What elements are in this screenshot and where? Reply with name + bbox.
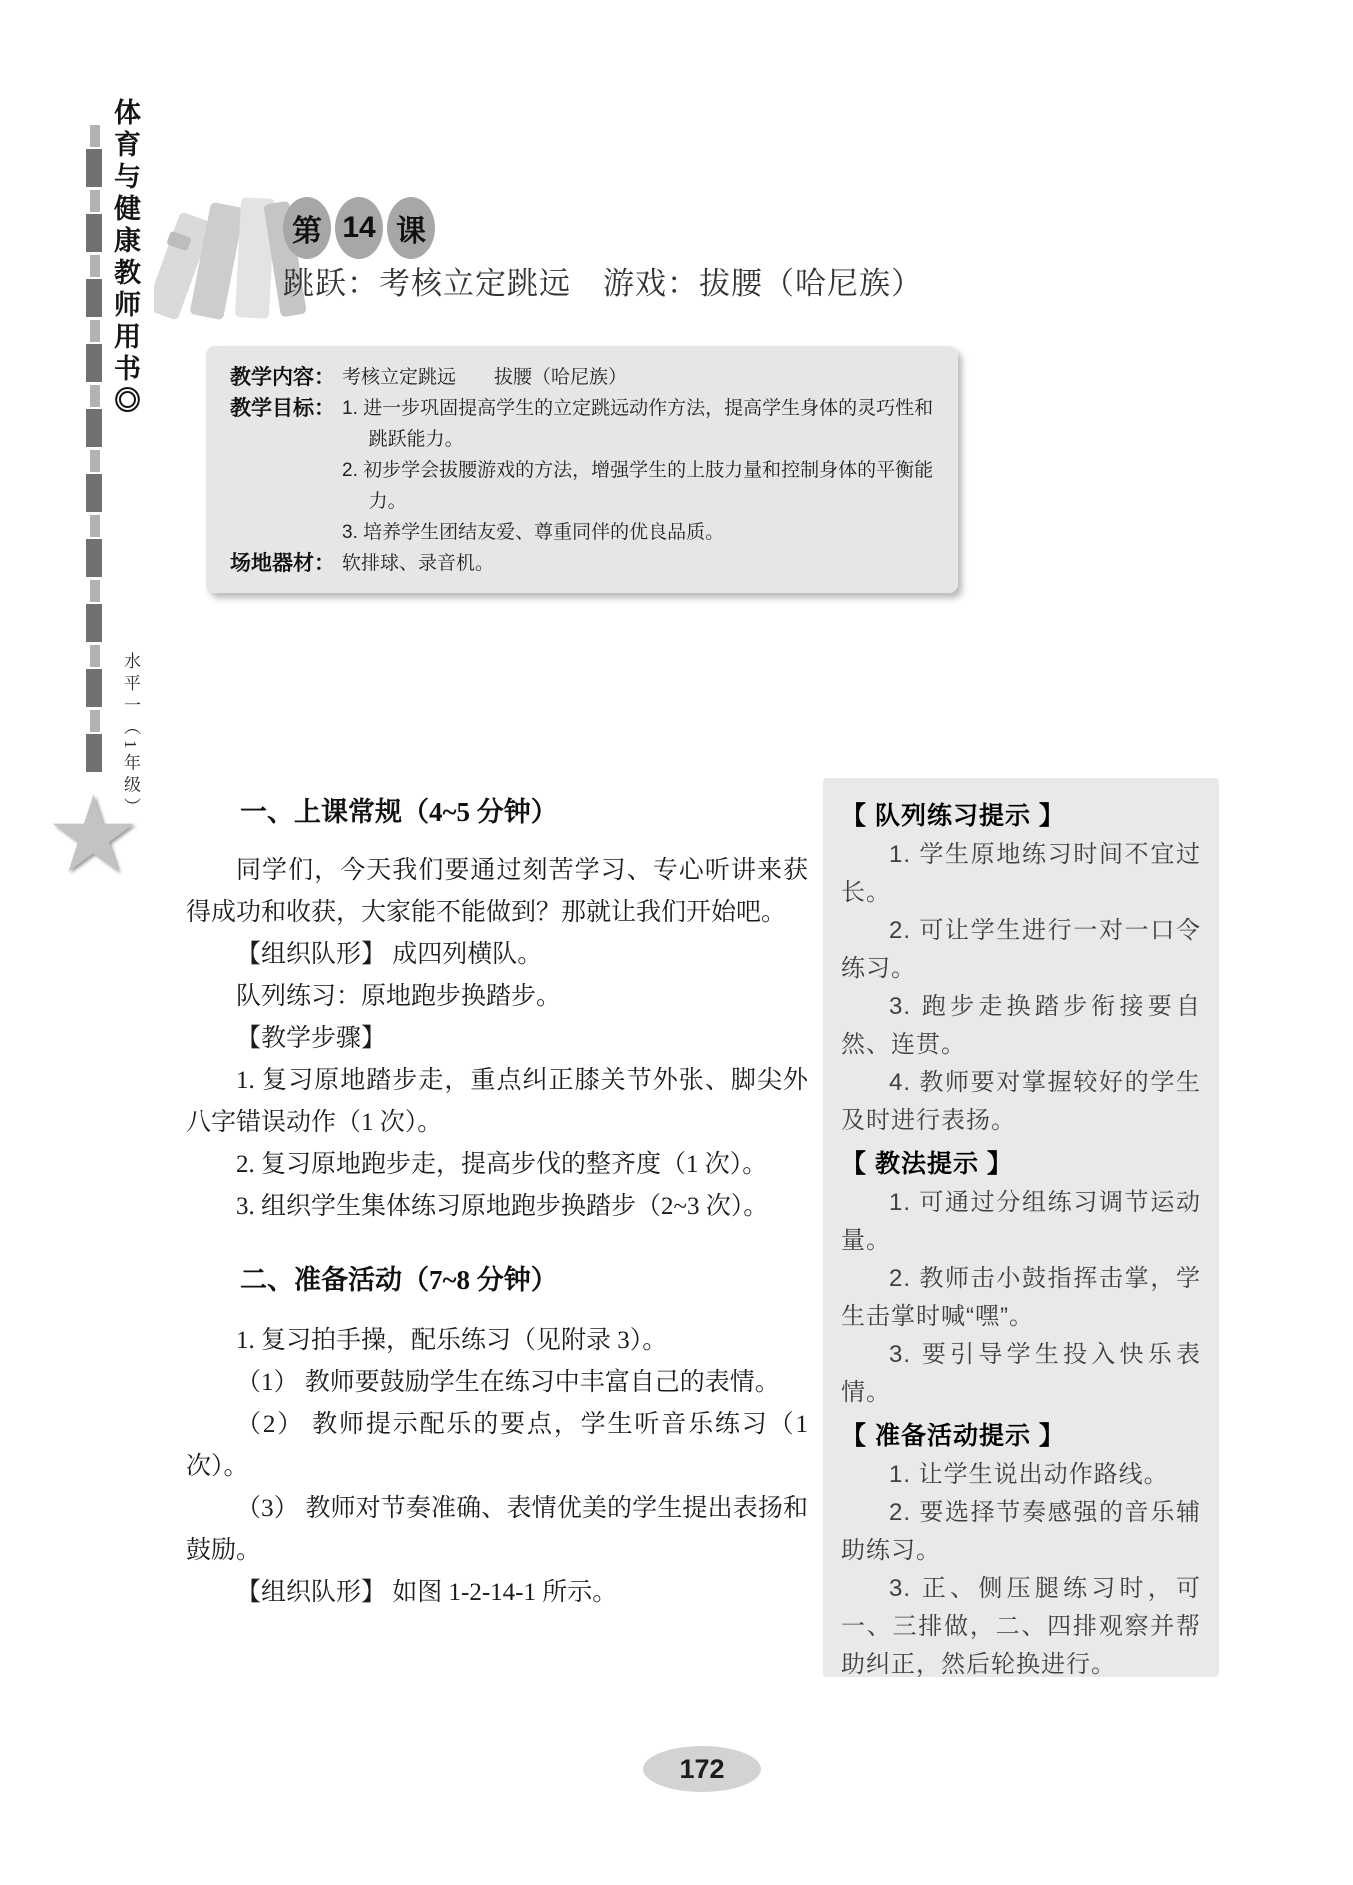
paragraph: 队列练习：原地跑步换踏步。 <box>236 983 562 1010</box>
tip-item: 1. 可通过分组练习调节运动量。 <box>841 1189 1201 1254</box>
tip-group-title: 【 准备活动提示 】 <box>841 1422 1065 1450</box>
info-value: 2. 初步学会拔腰游戏的方法，增强学生的上肢力量和控制身体的平衡能力。 <box>342 460 934 512</box>
info-value: 3. 培养学生团结友爱、尊重同伴的优良品质。 <box>342 522 725 543</box>
badge-char: 第 <box>283 197 331 259</box>
paragraph: 【教学步骤】 <box>236 1025 387 1052</box>
lesson-body <box>186 790 808 1614</box>
section-heading-1: 一、上课常规（4~5 分钟） <box>240 797 558 827</box>
badge-char: 课 <box>387 197 435 259</box>
info-label: 教学内容： <box>230 366 335 389</box>
decorative-strip <box>86 125 102 775</box>
paragraph: （3） 教师对节奏准确、表情优美的学生提出表扬和鼓励。 <box>186 1495 808 1564</box>
tip-item: 2. 可让学生进行一对一口令练习。 <box>841 917 1201 982</box>
badge-number: 14 <box>335 197 383 259</box>
tip-item: 3. 跑步走换踏步衔接要自然、连贯。 <box>841 993 1201 1058</box>
paragraph: 1. 复习拍手操，配乐练习（见附录 3）。 <box>236 1327 668 1354</box>
info-value: 软排球、录音机。 <box>342 553 495 574</box>
paragraph: 【组织队形】 如图 1-2-14-1 所示。 <box>236 1579 618 1606</box>
info-value: 考核立定跳远 拔腰（哈尼族） <box>342 367 628 388</box>
tip-item: 1. 让学生说出动作路线。 <box>889 1461 1169 1488</box>
lesson-number-badge <box>283 197 435 259</box>
info-row-content <box>230 362 944 393</box>
paragraph: （2） 教师提示配乐的要点，学生听音乐练习（1 次）。 <box>186 1411 808 1480</box>
tips-box <box>823 778 1219 1677</box>
section-heading-2: 二、准备活动（7~8 分钟） <box>240 1265 558 1295</box>
tip-group-title: 【 教法提示 】 <box>841 1150 1013 1178</box>
teaching-info-box <box>206 346 958 593</box>
info-row-goals <box>230 393 944 548</box>
page-number: 172 <box>643 1746 761 1792</box>
tip-item: 2. 教师击小鼓指挥击掌，学生击掌时喊“嘿”。 <box>841 1265 1201 1330</box>
info-label: 教学目标： <box>230 397 335 420</box>
tip-item: 4. 教师要对掌握较好的学生及时进行表扬。 <box>841 1069 1201 1134</box>
info-row-equipment <box>230 548 944 579</box>
star-icon: ★ <box>46 776 142 894</box>
paragraph: 同学们，今天我们要通过刻苦学习、专心听讲来获得成功和收获，大家能不能做到？那就让我们开始吧。 <box>186 857 808 926</box>
tip-item: 1. 学生原地练习时间不宜过长。 <box>841 841 1201 906</box>
tip-item: 3. 正、侧压腿练习时，可一、三排做，二、四排观察并帮助纠正，然后轮换进行。 <box>841 1575 1201 1678</box>
info-value: 1. 进一步巩固提高学生的立定跳远动作方法，提高学生身体的灵巧性和跳跃能力。 <box>342 398 934 450</box>
paragraph: 3. 组织学生集体练习原地跑步换踏步（2~3 次）。 <box>236 1193 769 1220</box>
paragraph: 1. 复习原地踏步走，重点纠正膝关节外张、脚尖外八字错误动作（1 次）。 <box>186 1067 808 1136</box>
tip-item: 3. 要引导学生投入快乐表情。 <box>841 1341 1201 1406</box>
tip-group-title: 【 队列练习提示 】 <box>841 802 1065 830</box>
paragraph: 2. 复习原地跑步走，提高步伐的整齐度（1 次）。 <box>236 1151 768 1178</box>
paragraph: 【组织队形】 成四列横队。 <box>236 941 543 968</box>
paragraph: （1） 教师要鼓励学生在练习中丰富自己的表情。 <box>236 1369 780 1396</box>
lesson-title: 跳跃：考核立定跳远 游戏：拔腰（哈尼族） <box>283 266 923 301</box>
grade-level-label: 水平一（1年级） <box>121 652 140 820</box>
info-label: 场地器材： <box>230 552 335 575</box>
tip-item: 2. 要选择节奏感强的音乐辅助练习。 <box>841 1499 1201 1564</box>
book-series-title: 体育与健康教师用书◎ <box>110 98 140 418</box>
